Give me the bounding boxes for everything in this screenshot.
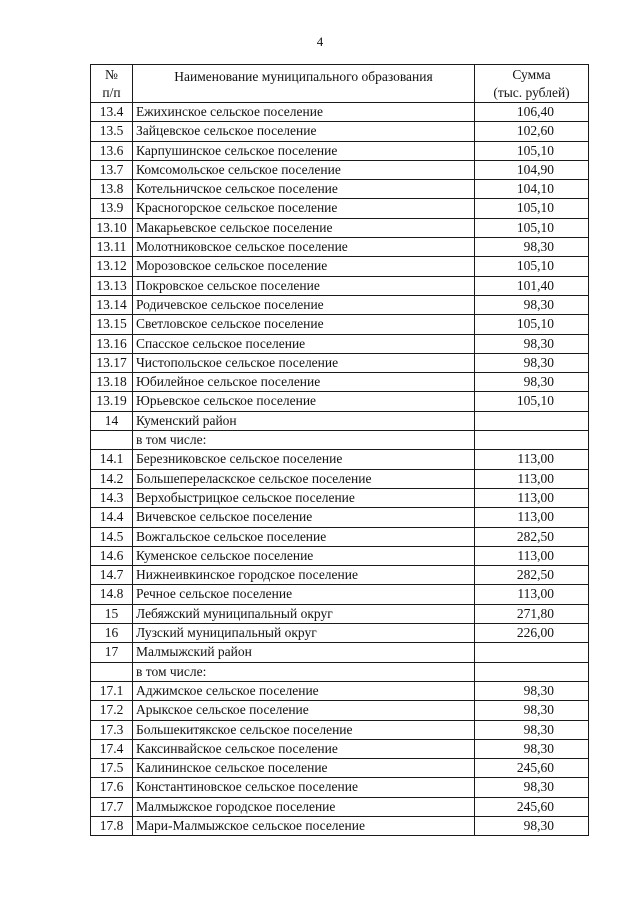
row-sum-cell: 98,30 — [475, 701, 589, 720]
row-name-cell: Морозовское сельское поселение — [133, 257, 475, 276]
table-row — [91, 392, 589, 411]
row-sum-cell: 113,00 — [475, 546, 589, 565]
header-name-text: Наименование муниципального образования — [174, 68, 433, 84]
row-name-cell: Светловское сельское поселение — [133, 315, 475, 334]
row-sum-cell: 113,00 — [475, 585, 589, 604]
table-row — [91, 681, 589, 700]
row-sum-cell: 104,10 — [475, 180, 589, 199]
page-number: 4 — [316, 34, 324, 49]
row-number-cell: 13.15 — [91, 315, 133, 334]
row-number-cell: 13.17 — [91, 353, 133, 372]
row-number-cell: 13.8 — [91, 180, 133, 199]
header-number-line2: п/п — [102, 84, 121, 100]
row-sum-cell: 98,30 — [475, 816, 589, 835]
row-name-cell: Нижнеивкинское городское поселение — [133, 566, 475, 585]
row-sum-cell: 98,30 — [475, 720, 589, 739]
row-sum-cell: 282,50 — [475, 527, 589, 546]
table-row — [91, 431, 589, 450]
table-row — [91, 701, 589, 720]
row-name-cell: Карпушинское сельское поселение — [133, 141, 475, 160]
table-row — [91, 238, 589, 257]
row-sum-cell: 98,30 — [475, 373, 589, 392]
row-sum-cell: 98,30 — [475, 295, 589, 314]
table-row — [91, 508, 589, 527]
table-row — [91, 759, 589, 778]
row-number-cell: 17.1 — [91, 681, 133, 700]
table-row — [91, 141, 589, 160]
table-row — [91, 334, 589, 353]
row-sum-cell — [475, 411, 589, 430]
row-sum-cell: 98,30 — [475, 238, 589, 257]
row-sum-cell: 105,10 — [475, 257, 589, 276]
row-sum-cell: 105,10 — [475, 392, 589, 411]
table-row — [91, 662, 589, 681]
row-number-cell: 13.5 — [91, 122, 133, 141]
row-sum-cell: 113,00 — [475, 469, 589, 488]
row-name-cell: Малмыжский район — [133, 643, 475, 662]
row-name-cell: Родичевское сельское поселение — [133, 295, 475, 314]
table-row — [91, 585, 589, 604]
row-sum-cell: 282,50 — [475, 566, 589, 585]
row-name-cell: Молотниковское сельское поселение — [133, 238, 475, 257]
row-name-cell: Куменский район — [133, 411, 475, 430]
row-number-cell: 17.5 — [91, 759, 133, 778]
row-name-cell: Лебяжский муниципальный округ — [133, 604, 475, 623]
header-number — [91, 65, 133, 103]
allocation-table — [90, 64, 589, 836]
row-number-cell: 14.1 — [91, 450, 133, 469]
row-number-cell — [91, 431, 133, 450]
row-sum-cell: 113,00 — [475, 488, 589, 507]
table-row — [91, 295, 589, 314]
row-number-cell: 17 — [91, 643, 133, 662]
row-name-cell: Речное сельское поселение — [133, 585, 475, 604]
row-sum-cell: 98,30 — [475, 739, 589, 758]
table-row — [91, 450, 589, 469]
row-number-cell: 13.14 — [91, 295, 133, 314]
table-row — [91, 199, 589, 218]
row-number-cell: 14.7 — [91, 566, 133, 585]
row-sum-cell: 98,30 — [475, 353, 589, 372]
header-sum — [475, 65, 589, 103]
row-number-cell: 14.5 — [91, 527, 133, 546]
table-row — [91, 739, 589, 758]
table-row — [91, 103, 589, 122]
header-sum-line2: (тыс. рублей) — [493, 84, 570, 100]
row-sum-cell — [475, 662, 589, 681]
row-name-cell: Большепереласкское сельское поселение — [133, 469, 475, 488]
row-sum-cell: 104,90 — [475, 160, 589, 179]
row-name-cell: Ежихинское сельское поселение — [133, 103, 475, 122]
row-sum-cell: 226,00 — [475, 624, 589, 643]
row-name-cell: Комсомольское сельское поселение — [133, 160, 475, 179]
row-number-cell: 13.9 — [91, 199, 133, 218]
row-sum-cell: 98,30 — [475, 681, 589, 700]
row-number-cell: 13.7 — [91, 160, 133, 179]
row-name-cell: Константиновское сельское поселение — [133, 778, 475, 797]
table-header — [91, 65, 589, 103]
row-sum-cell: 113,00 — [475, 450, 589, 469]
row-name-cell: Юрьевское сельское поселение — [133, 392, 475, 411]
row-name-cell: Калининское сельское поселение — [133, 759, 475, 778]
row-number-cell: 13.13 — [91, 276, 133, 295]
table-row — [91, 411, 589, 430]
table-row — [91, 604, 589, 623]
row-name-cell: Аджимское сельское поселение — [133, 681, 475, 700]
row-sum-cell: 106,40 — [475, 103, 589, 122]
row-sum-cell: 245,60 — [475, 797, 589, 816]
table-row — [91, 624, 589, 643]
row-number-cell: 14.3 — [91, 488, 133, 507]
row-number-cell: 13.6 — [91, 141, 133, 160]
row-name-cell: Котельничское сельское поселение — [133, 180, 475, 199]
row-name-cell: Юбилейное сельское поселение — [133, 373, 475, 392]
table-row — [91, 720, 589, 739]
header-sum-line1: Сумма — [512, 66, 551, 82]
row-name-cell: Мари-Малмыжское сельское поселение — [133, 816, 475, 835]
row-number-cell: 17.8 — [91, 816, 133, 835]
table-row — [91, 546, 589, 565]
row-name-cell: Макарьевское сельское поселение — [133, 218, 475, 237]
row-sum-cell: 98,30 — [475, 778, 589, 797]
header-number-line1: № — [105, 66, 118, 82]
row-name-cell: Малмыжское городское поселение — [133, 797, 475, 816]
row-sum-cell: 105,10 — [475, 218, 589, 237]
table-row — [91, 566, 589, 585]
table-row — [91, 218, 589, 237]
table-row — [91, 643, 589, 662]
row-name-cell: Каксинвайское сельское поселение — [133, 739, 475, 758]
row-name-cell: Березниковское сельское поселение — [133, 450, 475, 469]
row-name-cell: Зайцевское сельское поселение — [133, 122, 475, 141]
row-sum-cell: 105,10 — [475, 315, 589, 334]
row-number-cell: 14.8 — [91, 585, 133, 604]
row-number-cell: 17.6 — [91, 778, 133, 797]
row-number-cell: 13.4 — [91, 103, 133, 122]
table-row — [91, 816, 589, 835]
table-row — [91, 527, 589, 546]
row-number-cell: 13.12 — [91, 257, 133, 276]
row-sum-cell — [475, 431, 589, 450]
row-number-cell: 14.4 — [91, 508, 133, 527]
header-row — [91, 65, 589, 103]
table-row — [91, 257, 589, 276]
table-row — [91, 778, 589, 797]
row-name-cell: Куменское сельское поселение — [133, 546, 475, 565]
row-sum-cell: 98,30 — [475, 334, 589, 353]
row-sum-cell: 105,10 — [475, 141, 589, 160]
row-number-cell: 13.18 — [91, 373, 133, 392]
row-number-cell: 17.2 — [91, 701, 133, 720]
row-sum-cell: 105,10 — [475, 199, 589, 218]
row-name-cell: Чистопольское сельское поселение — [133, 353, 475, 372]
table-row — [91, 469, 589, 488]
row-number-cell: 14.6 — [91, 546, 133, 565]
row-number-cell: 15 — [91, 604, 133, 623]
row-name-cell: Красногорское сельское поселение — [133, 199, 475, 218]
row-number-cell: 16 — [91, 624, 133, 643]
row-number-cell: 17.7 — [91, 797, 133, 816]
row-name-cell: Вожгальское сельское поселение — [133, 527, 475, 546]
table-row — [91, 315, 589, 334]
row-name-cell: Вичевское сельское поселение — [133, 508, 475, 527]
row-number-cell: 17.4 — [91, 739, 133, 758]
row-number-cell: 13.16 — [91, 334, 133, 353]
table-row — [91, 353, 589, 372]
table-row — [91, 122, 589, 141]
row-name-cell: Арыкское сельское поселение — [133, 701, 475, 720]
row-number-cell: 14.2 — [91, 469, 133, 488]
row-name-cell: в том числе: — [133, 431, 475, 450]
table-row — [91, 160, 589, 179]
row-number-cell: 14 — [91, 411, 133, 430]
row-sum-cell: 102,60 — [475, 122, 589, 141]
table-row — [91, 180, 589, 199]
row-sum-cell: 101,40 — [475, 276, 589, 295]
table-row — [91, 373, 589, 392]
table-body — [91, 103, 589, 836]
header-name — [133, 65, 475, 103]
row-number-cell: 17.3 — [91, 720, 133, 739]
row-sum-cell: 113,00 — [475, 508, 589, 527]
table-row — [91, 797, 589, 816]
row-sum-cell — [475, 643, 589, 662]
row-name-cell: Спасское сельское поселение — [133, 334, 475, 353]
row-sum-cell: 271,80 — [475, 604, 589, 623]
row-number-cell: 13.19 — [91, 392, 133, 411]
row-name-cell: Покровское сельское поселение — [133, 276, 475, 295]
row-number-cell — [91, 662, 133, 681]
row-name-cell: Верхобыстрицкое сельское поселение — [133, 488, 475, 507]
row-name-cell: Большекитякское сельское поселение — [133, 720, 475, 739]
row-sum-cell: 245,60 — [475, 759, 589, 778]
row-name-cell: в том числе: — [133, 662, 475, 681]
row-name-cell: Лузский муниципальный округ — [133, 624, 475, 643]
table-row — [91, 276, 589, 295]
table-row — [91, 488, 589, 507]
row-number-cell: 13.10 — [91, 218, 133, 237]
row-number-cell: 13.11 — [91, 238, 133, 257]
